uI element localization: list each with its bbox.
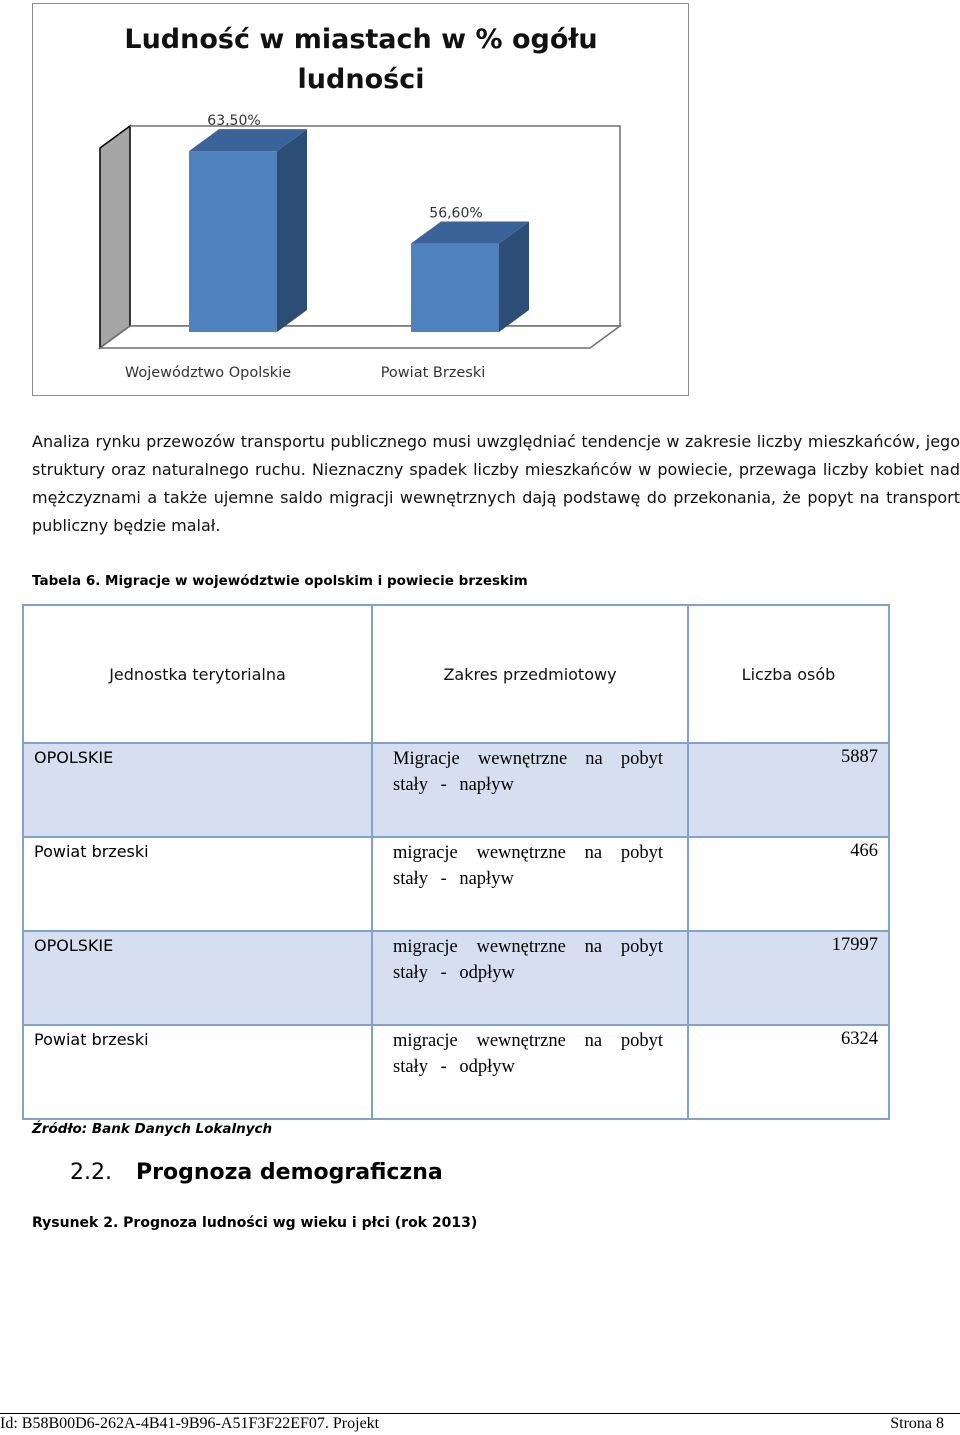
- chart-floor: [100, 326, 620, 348]
- chart-side-wall: [100, 126, 130, 348]
- cell-scope: migracje wewnętrzne na pobyt stały - odpływ: [372, 931, 688, 1025]
- chart-frame: [32, 3, 689, 396]
- table-row: [23, 1025, 889, 1119]
- category-label: Powiat Brzeski: [380, 365, 486, 381]
- bar-front: [411, 244, 499, 332]
- table-row: [23, 931, 889, 1025]
- figure-caption: Rysunek 2. Prognoza ludności wg wieku i płci (rok 2013): [32, 1215, 478, 1231]
- document-id: Id: B58B00D6-262A-4B41-9B96-A51F3F22EF07. Projekt: [0, 1415, 380, 1432]
- cell-count: 6324: [688, 1025, 889, 1119]
- cell-count: 466: [688, 837, 889, 931]
- header-unit: Jednostka terytorialna: [23, 605, 372, 743]
- page-footer: [0, 1413, 960, 1435]
- bar-front: [189, 151, 277, 332]
- migration-table: [22, 604, 890, 1120]
- header-scope: Zakres przedmiotowy: [372, 605, 688, 743]
- header-count: Liczba osób: [688, 605, 889, 743]
- chart-title-line: Ludność w miastach w % ogółu: [124, 24, 598, 55]
- bar-chart: [33, 4, 690, 397]
- bar-side: [277, 129, 307, 332]
- bar-value-label: 63,50%: [207, 113, 261, 130]
- cell-scope: migracje wewnętrzne na pobyt stały - odpływ: [372, 1025, 688, 1119]
- chart-title-line: ludności: [297, 64, 425, 95]
- cell-count: 5887: [688, 743, 889, 837]
- section-title: Prognoza demograficzna: [136, 1160, 443, 1185]
- section-heading: [70, 1160, 443, 1185]
- cell-unit: OPOLSKIE: [23, 743, 372, 837]
- page-number: Strona 8: [890, 1415, 944, 1432]
- category-label: Województwo Opolskie: [124, 365, 292, 381]
- cell-unit: OPOLSKIE: [23, 931, 372, 1025]
- section-number: 2.2.: [70, 1160, 112, 1185]
- table-caption: Tabela 6. Migracje w województwie opolskim i powiecie brzeskim: [32, 573, 528, 589]
- intro-paragraph: Analiza rynku przewozów transportu publicznego musi uwzględniać tendencje w zakresie liczby mieszkańców, jego struktury oraz naturalnego ruchu. Nieznaczny spadek liczby mieszkańców w powiecie, przewaga liczby kobiet nad mężczyznami a także ujemne saldo migracji wewnętrznych dają podstawę do przekonania, że popyt na transport publiczny będzie malał.: [32, 432, 960, 535]
- cell-count: 17997: [688, 931, 889, 1025]
- source-note: Źródło: Bank Danych Lokalnych: [32, 1121, 273, 1137]
- table-row: [23, 743, 889, 837]
- cell-unit: Powiat brzeski: [23, 1025, 372, 1119]
- cell-scope: migracje wewnętrzne na pobyt stały - napływ: [372, 837, 688, 931]
- table-header-row: [23, 605, 889, 743]
- table-row: [23, 837, 889, 931]
- cell-scope: Migracje wewnętrzne na pobyt stały - napływ: [372, 743, 688, 837]
- cell-unit: Powiat brzeski: [23, 837, 372, 931]
- bar-value-label: 56,60%: [429, 205, 483, 222]
